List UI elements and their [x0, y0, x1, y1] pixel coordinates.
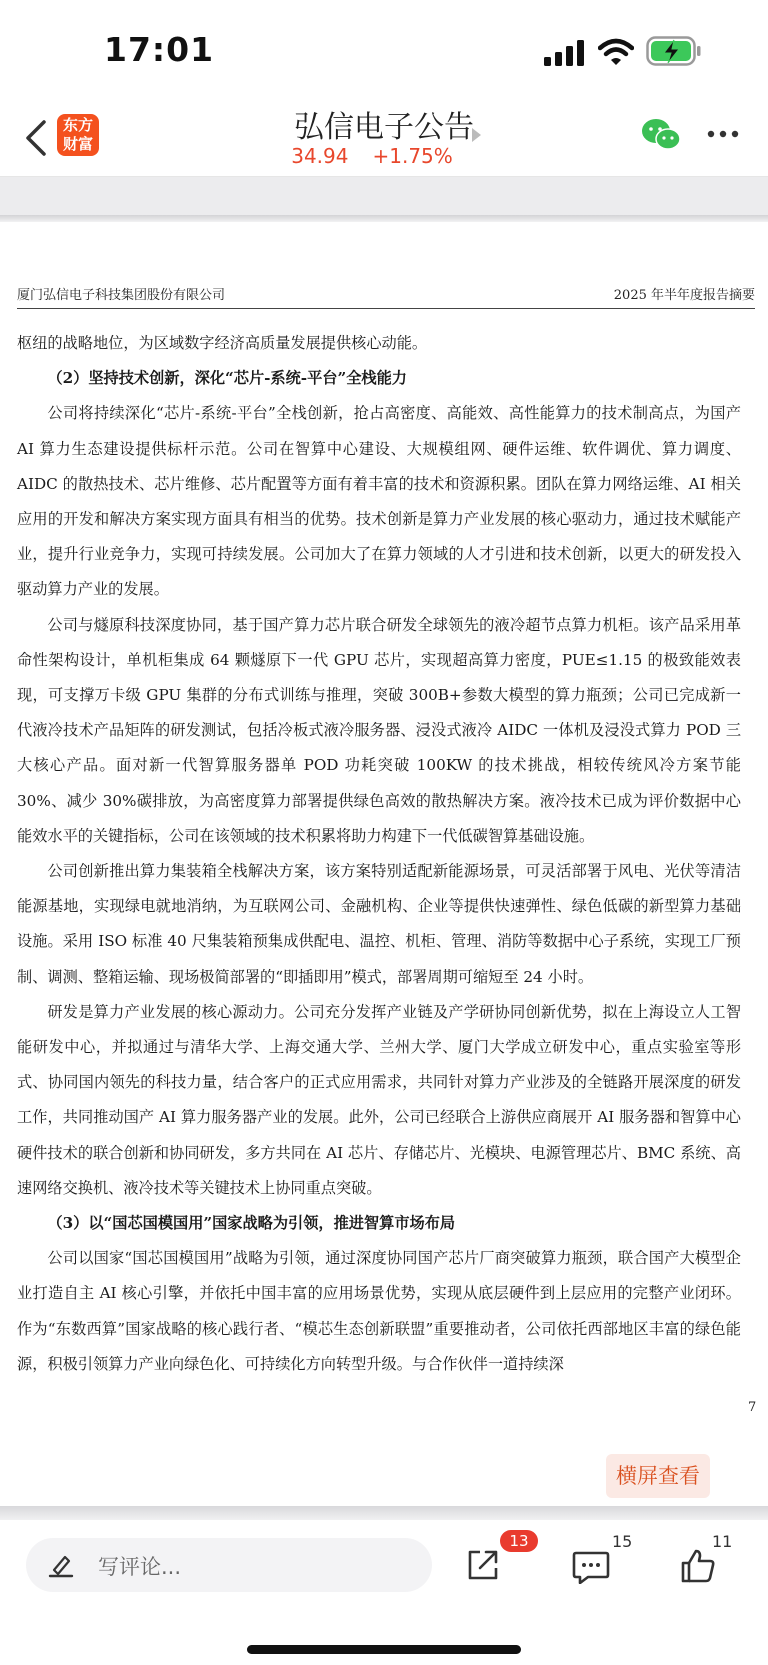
- wechat-share-icon[interactable]: [641, 118, 681, 152]
- stock-price: 34.94: [291, 144, 349, 168]
- stock-quote: [0, 144, 744, 168]
- landscape-view-button[interactable]: 横屏查看: [606, 1454, 710, 1498]
- paragraph: 枢纽的战略地位，为区域数字经济高质量发展提供核心动能。: [17, 334, 428, 352]
- page-number: 7: [748, 1400, 757, 1415]
- bottom-action-bar: [0, 1520, 768, 1665]
- paragraph: 公司以国家“国芯国模国用”战略为引领，通过深度协同国产芯片厂商突破算力瓶颈，联合国产大模型企业打造自主 AI 核心引擎，并依托中国丰富的应用场景优势，实现从底层硬件到上层应用的完整产业闭环。作为“东数西算”国家战略的核心践行者、“模芯生态创新联盟”重要推动者，公司依托西部地区丰富的绿色能源，积极引领算力产业向绿色化、可持续化方向转型升级。与合作伙伴一道持续深: [17, 1249, 741, 1373]
- title-expand-arrow-icon[interactable]: [472, 128, 481, 142]
- like-count: 11: [712, 1532, 733, 1551]
- comment-placeholder: 写评论...: [98, 1555, 182, 1579]
- home-indicator[interactable]: [247, 1645, 521, 1654]
- paragraph: 公司将持续深化“芯片-系统-平台”全栈创新，抢占高密度、高能效、高性能算力的技术制高点，为国产 AI 算力生态建设提供标杆示范。公司在智算中心建设、大规模组网、硬件运维、软件调优、算力调度、AIDC 的散热技术、芯片维修、芯片配置等方面有着丰富的技术和资源积累。团队在算力网络运维、AI 相关应用的开发和解决方案实现方面具有相当的优势。技术创新是算力产业发展的核心驱动力，通过技术赋能产业，提升行业竞争力，实现可持续发展。公司加大了在算力领域的人才引进和技术创新，以更大的研发投入驱动算力产业的发展。: [17, 404, 741, 599]
- comment-icon[interactable]: [572, 1550, 610, 1584]
- thumbs-up-icon[interactable]: [680, 1548, 716, 1584]
- share-count-badge: 13: [500, 1530, 538, 1552]
- nav-bar: [0, 96, 768, 177]
- share-icon[interactable]: [466, 1548, 500, 1582]
- document-header: [17, 284, 755, 309]
- header-company: 厦门弘信电子科技集团股份有限公司: [17, 288, 226, 303]
- header-report-title: 2025 年半年度报告摘要: [613, 288, 755, 303]
- wifi-icon: [598, 38, 634, 66]
- cellular-signal-icon: [544, 40, 586, 66]
- comment-count: 15: [612, 1532, 633, 1551]
- logo-line-1: 东方: [62, 116, 93, 134]
- paragraph: 公司与燧原科技深度协同，基于国产算力芯片联合研发全球领先的液冷超节点算力机柜。该产品采用革命性架构设计，单机柜集成 64 颗燧原下一代 GPU 芯片，实现超高算力密度，PUE≤1.15 的极致能效表现，可支撑万卡级 GPU 集群的分布式训练与推理，突破 300B+参数大模型的算力瓶颈；公司已完成新一代液冷技术产品矩阵的研发测试，包括冷板式液冷服务器、浸没式液冷 AIDC 一体机及浸没式算力 POD 三大核心产品。面对新一代智算服务器单 POD 功耗突破 100KW 的技术挑战，相较传统风冷方案节能 30%、减少 30%碳排放，为高密度算力部署提供绿色高效的散热解决方案。液冷技术已成为评价数据中心能效水平的关键指标，公司在该领域的技术积累将助力构建下一代低碳智算基础设施。: [17, 615, 741, 845]
- document-page[interactable]: [0, 222, 768, 1506]
- status-time: 17:01: [104, 30, 215, 69]
- more-options-icon[interactable]: [706, 128, 740, 140]
- document-body: [17, 326, 741, 1382]
- logo-line-2: 财富: [62, 135, 93, 153]
- paragraph: 研发是算力产业发展的核心源动力。公司充分发挥产业链及产学研协同创新优势，拟在上海设立人工智能研发中心，并拟通过与清华大学、上海交通大学、兰州大学、厦门大学成立研发中心，重点实验室等形式、协同国内领先的科技力量，结合客户的正式应用需求，共同针对算力产业涉及的全链路开展深度的研发工作，共同推动国产 AI 算力服务器产业的发展。此外，公司已经联合上游供应商展开 AI 服务器和智算中心硬件技术的联合创新和协同研发，多方共同在 AI 芯片、存储芯片、光模块、电源管理芯片、BMC 系统、高速网络交换机、液冷技术等关键技术上协同重点突破。: [17, 1002, 741, 1197]
- comment-input[interactable]: [26, 1538, 432, 1592]
- pen-icon: [48, 1552, 74, 1578]
- battery-charging-icon: [646, 36, 702, 66]
- status-bar: [0, 0, 768, 96]
- section-heading: （2）坚持技术创新，深化“芯片-系统-平台”全栈能力: [47, 369, 407, 388]
- viewer-bottom-band: [0, 1506, 768, 1520]
- section-heading: （3）以“国芯国模国用”国家战略为引领，推进智算市场布局: [47, 1214, 456, 1233]
- paragraph: 公司创新推出算力集装箱全栈解决方案，该方案特别适配新能源场景，可灵活部署于风电、光伏等清洁能源基地，实现绿电就地消纳，为互联网公司、金融机构、企业等提供快速弹性、绿色低碳的新型算力基础设施。采用 ISO 标准 40 尺集装箱预集成供配电、温控、机柜、管理、消防等数据中心子系统，实现工厂预制、调测、整箱运输、现场极简部署的“即插即用”模式，部署周期可缩短至 24 小时。: [17, 862, 741, 986]
- stock-change: +1.75%: [372, 144, 453, 168]
- page-title[interactable]: 弘信电子公告: [294, 110, 474, 145]
